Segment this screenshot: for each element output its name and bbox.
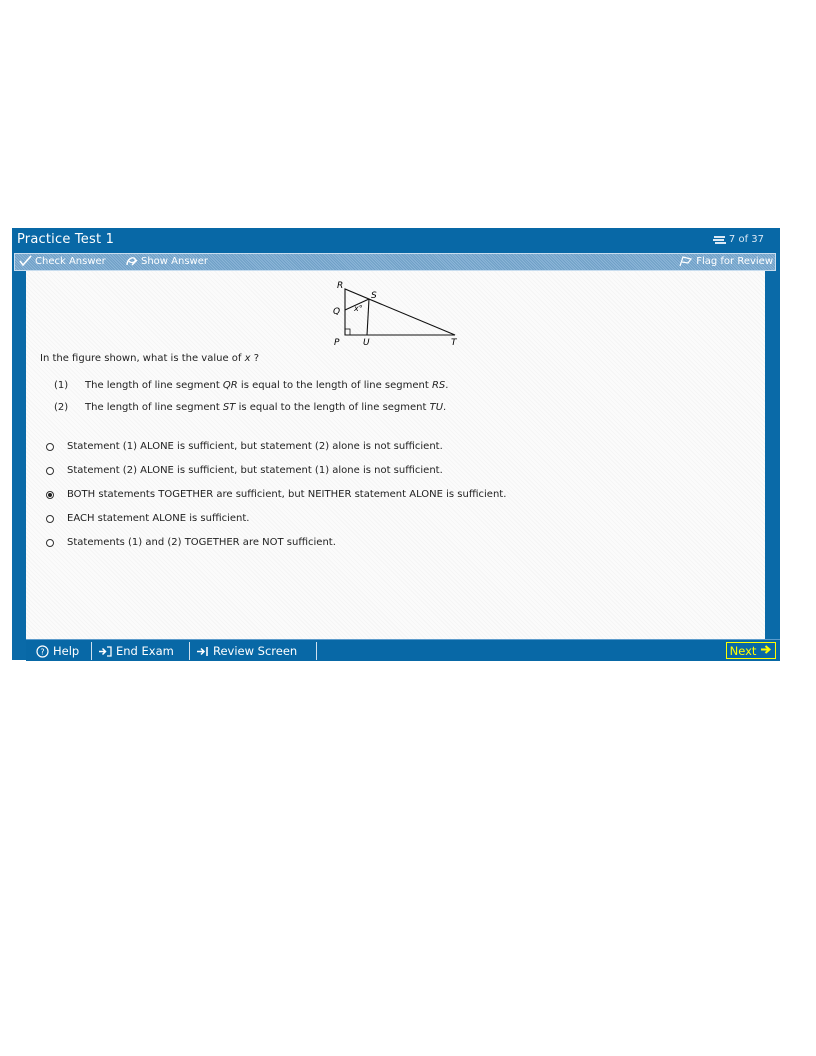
statement-text [85, 402, 446, 413]
triangle-figure [329, 279, 464, 350]
question-stem-end: ? [250, 353, 260, 364]
choice-label: Statement (1) ALONE is sufficient, but statement (2) alone is not sufficient. [67, 441, 443, 452]
radio-button-selected[interactable] [46, 491, 54, 499]
flag-for-review-label: Flag for Review [696, 255, 773, 267]
statement-number: (1) [54, 380, 69, 391]
label-u: U [363, 338, 370, 347]
label-r: R [337, 281, 344, 291]
question-counter [713, 234, 764, 245]
label-q: Q [333, 307, 341, 317]
answer-choice-c[interactable] [46, 489, 506, 500]
statement-prefix: The length of line segment [85, 402, 223, 413]
statement-number: (2) [54, 402, 69, 413]
answer-choice-e[interactable] [46, 537, 336, 548]
statement-end: . [443, 402, 447, 413]
window-title: Practice Test 1 [17, 232, 115, 247]
label-t: T [451, 338, 457, 347]
svg-text:?: ? [40, 647, 45, 656]
review-screen-button[interactable] [190, 642, 317, 660]
label-x: x° [354, 304, 363, 313]
title-bar [12, 228, 780, 253]
review-screen-label: Review Screen [213, 644, 298, 658]
end-exam-label: End Exam [116, 644, 174, 658]
question-stem [40, 353, 259, 364]
show-answer-button[interactable] [125, 255, 208, 267]
label-s: S [371, 291, 377, 301]
radio-button[interactable] [46, 443, 54, 451]
help-icon [36, 645, 49, 658]
exam-window [12, 228, 780, 660]
question-pane [26, 271, 765, 639]
help-label: Help [53, 644, 80, 658]
radio-button[interactable] [46, 539, 54, 547]
arrow-right-icon [760, 644, 772, 658]
question-counter-text: 7 of 37 [728, 234, 764, 245]
flag-for-review-button[interactable] [679, 255, 773, 267]
answer-choice-b[interactable] [46, 465, 443, 476]
show-answer-icon [125, 255, 138, 267]
statement-text [85, 380, 448, 391]
check-answer-label: Check Answer [35, 255, 106, 267]
choice-label: EACH statement ALONE is sufficient. [67, 513, 250, 524]
statement-mid: is equal to the length of line segment [235, 402, 430, 413]
help-button[interactable] [30, 642, 92, 660]
segment-b: RS [431, 380, 446, 391]
review-screen-icon [196, 646, 209, 657]
end-exam-icon [98, 646, 112, 657]
answer-choice-d[interactable] [46, 513, 249, 524]
choice-label: Statement (2) ALONE is sufficient, but statement (1) alone is not sufficient. [67, 465, 443, 476]
segment-b: TU [429, 402, 444, 413]
question-stem-text: In the figure shown, what is the value of [40, 353, 245, 364]
segment-a: QR [222, 380, 238, 391]
question-variable: x [244, 353, 251, 364]
radio-button[interactable] [46, 467, 54, 475]
toolbar [14, 253, 776, 271]
check-answer-icon [19, 255, 32, 267]
next-button[interactable] [726, 642, 776, 659]
label-p: P [334, 338, 340, 347]
flag-icon [679, 255, 693, 267]
show-answer-label: Show Answer [141, 255, 208, 267]
check-answer-button[interactable] [19, 255, 106, 267]
statement-mid: is equal to the length of line segment [237, 380, 432, 391]
statement-end: . [445, 380, 449, 391]
stack-icon [713, 235, 726, 244]
choice-label: BOTH statements TOGETHER are sufficient, but NEITHER statement ALONE is sufficient. [67, 489, 507, 500]
next-label: Next [729, 643, 757, 658]
choice-label: Statements (1) and (2) TOGETHER are NOT sufficient. [67, 537, 336, 548]
bottom-bar [26, 639, 780, 661]
statement-prefix: The length of line segment [85, 380, 223, 391]
segment-a: ST [222, 402, 236, 413]
end-exam-button[interactable] [92, 642, 190, 660]
radio-button[interactable] [46, 515, 54, 523]
answer-choice-a[interactable] [46, 441, 443, 452]
